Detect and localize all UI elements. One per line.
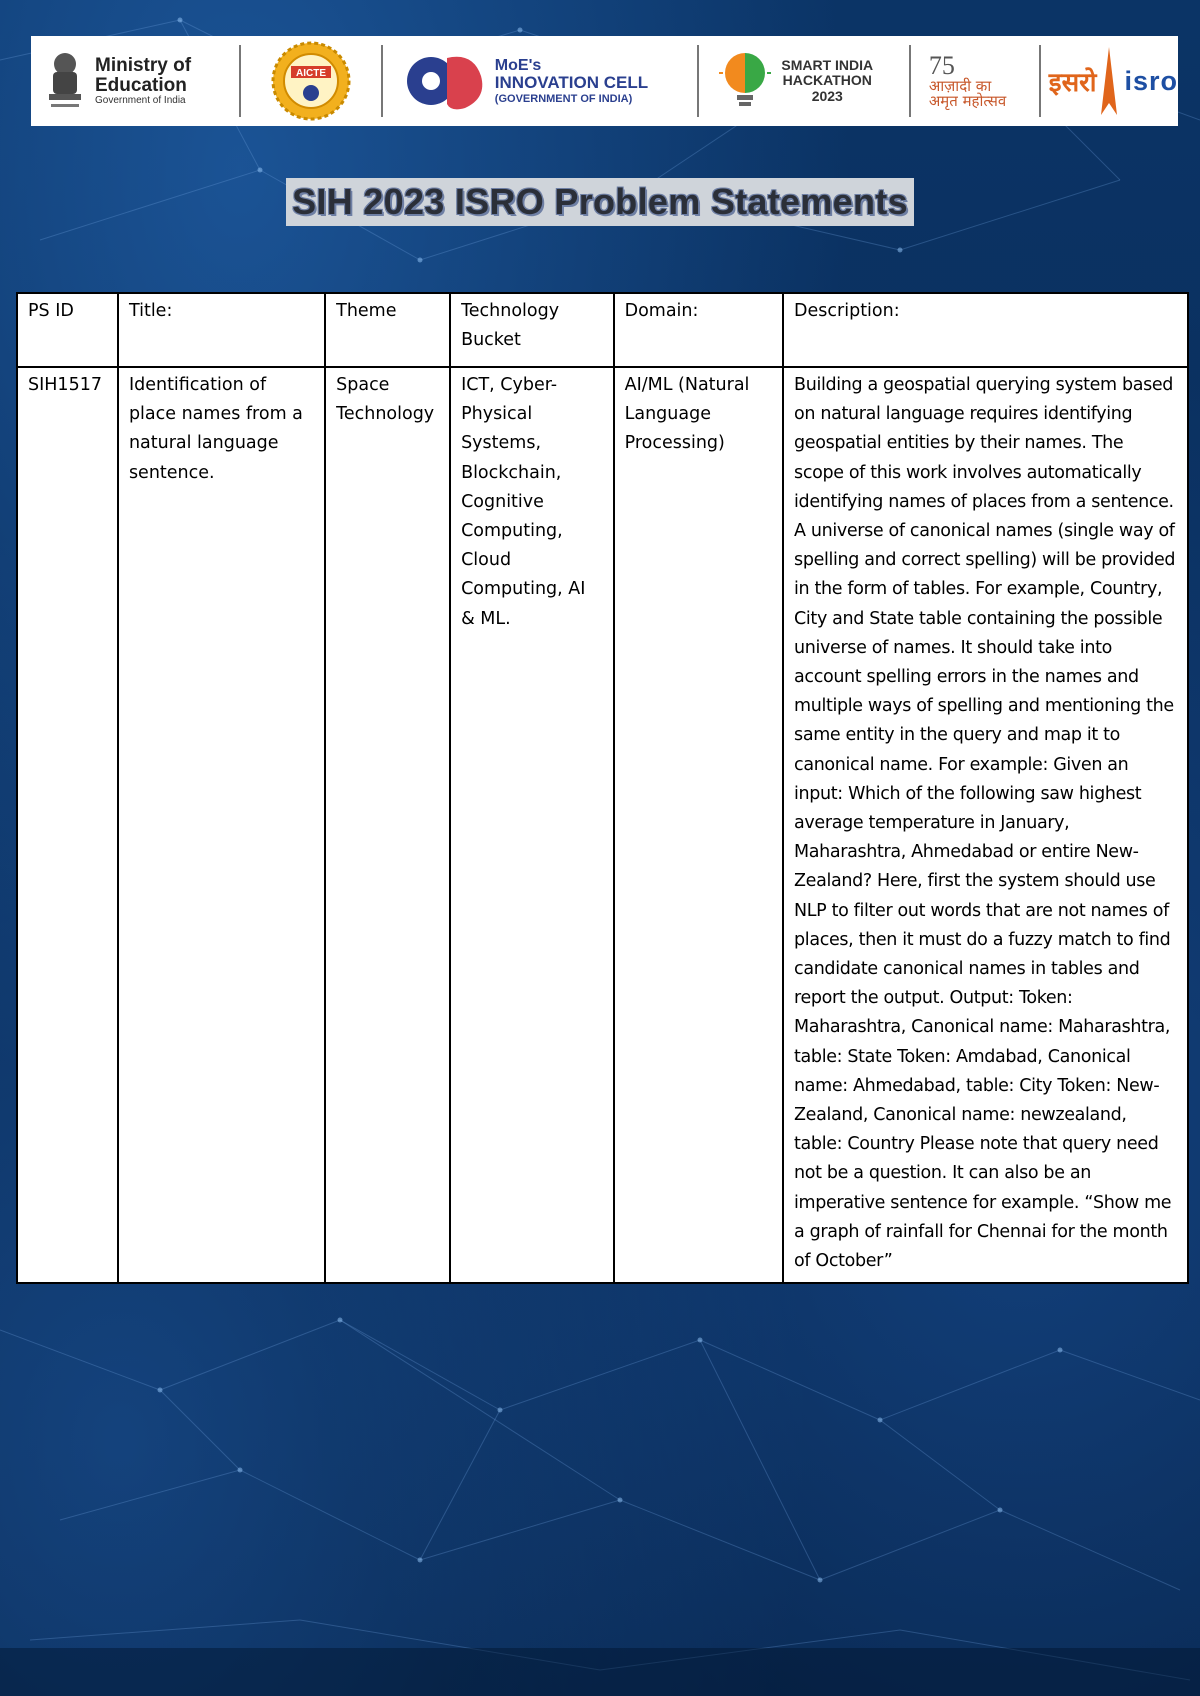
smart-india-hackathon-logo bbox=[699, 36, 909, 126]
header-theme: Theme bbox=[325, 293, 450, 367]
brain-gear-icon bbox=[403, 46, 489, 116]
problem-statement-table bbox=[16, 292, 1189, 1284]
moe-line2: Education bbox=[95, 74, 187, 96]
sih-line3: 2023 bbox=[811, 87, 843, 104]
header-ps-id: PS ID bbox=[17, 293, 118, 367]
cell-title: Identification of place names from a natural language sentence. bbox=[118, 367, 325, 1283]
sih-line1: SMART INDIA bbox=[781, 56, 874, 73]
moe-line3: Government of India bbox=[95, 94, 186, 106]
title-wrapper bbox=[0, 178, 1200, 226]
innovation-cell-line1: MoE's bbox=[494, 56, 542, 74]
header-title: Title: bbox=[118, 293, 325, 367]
aicte-seal-icon bbox=[270, 40, 352, 122]
cell-description: Building a geospatial querying system based on natural language requires identifying geospatial entities by their names. The scope of this work involves automatically identifying names of places from a sentence. A universe of canonical names (single way of spelling and correct spelling) will be provided in the form of tables. For example, Country, City and State table containing the possible universe of names. It should take into account spelling errors in the names and multiple ways of spelling and mentioning the same entity in the query and map it to canonical name. For example: Given an input: Which of the following saw highest average temperature in January, Maharashtra, Ahmedabad or entire New-Zealand? Here, first the system should use NLP to filter out words that are not names of places, then it must do a fuzzy match to find candidate canonical names in tables and report the output. Output: Token: Maharashtra, Canonical name: Maharashtra, table: State Token: Amdabad, Canonical name: Ahmedabad, table: City Token: New-Zealand, Canonical name: newzealand, table: Country Please note that query need not be a question. It can also be an imperative sentence for example. “Show me a graph of rainfall for Chennai for the month of October” bbox=[783, 367, 1188, 1283]
azadi-number: 75 bbox=[928, 51, 955, 80]
header-description: Description: bbox=[783, 293, 1188, 367]
lightbulb-icon bbox=[717, 47, 773, 115]
table-row bbox=[17, 367, 1188, 1283]
cell-domain: AI/ML (Natural Language Processing) bbox=[614, 367, 783, 1283]
table-header-row bbox=[17, 293, 1188, 367]
header-domain: Domain: bbox=[614, 293, 783, 367]
header-technology-bucket: Technology Bucket bbox=[450, 293, 614, 367]
page-title: SIH 2023 ISRO Problem Statements bbox=[286, 178, 914, 226]
isro-hindi-wordmark: इसरो bbox=[1048, 68, 1097, 98]
logo-banner bbox=[31, 36, 1178, 126]
innovation-cell-line3: (GOVERNMENT OF INDIA) bbox=[494, 93, 633, 106]
aicte-logo bbox=[241, 36, 380, 126]
moe-innovation-cell-logo bbox=[383, 36, 698, 126]
azadi-ka-amrit-mahotsav-logo bbox=[911, 36, 1039, 126]
national-emblem-icon bbox=[43, 50, 87, 112]
bottom-band bbox=[0, 1648, 1200, 1696]
innovation-cell-line2: INNOVATION CELL bbox=[494, 73, 649, 93]
moe-line1: Ministry of bbox=[95, 54, 192, 76]
cell-theme: Space Technology bbox=[325, 367, 450, 1283]
cell-ps-id: SIH1517 bbox=[17, 367, 118, 1283]
isro-english-wordmark: isro bbox=[1124, 65, 1179, 96]
isro-logo bbox=[1041, 36, 1178, 126]
cell-technology-bucket: ICT, Cyber-Physical Systems, Blockchain, Cognitive Computing, Cloud Computing, AI & ML. bbox=[450, 367, 614, 1283]
ministry-of-education-logo bbox=[31, 36, 239, 126]
sih-line2: HACKATHON bbox=[782, 72, 872, 89]
isro-rocket-icon bbox=[1097, 45, 1121, 117]
azadi-line1: आज़ादी का bbox=[928, 77, 992, 95]
azadi-line2: अमृत महोत्सव bbox=[928, 92, 1007, 110]
aicte-label: AICTE bbox=[296, 68, 327, 79]
